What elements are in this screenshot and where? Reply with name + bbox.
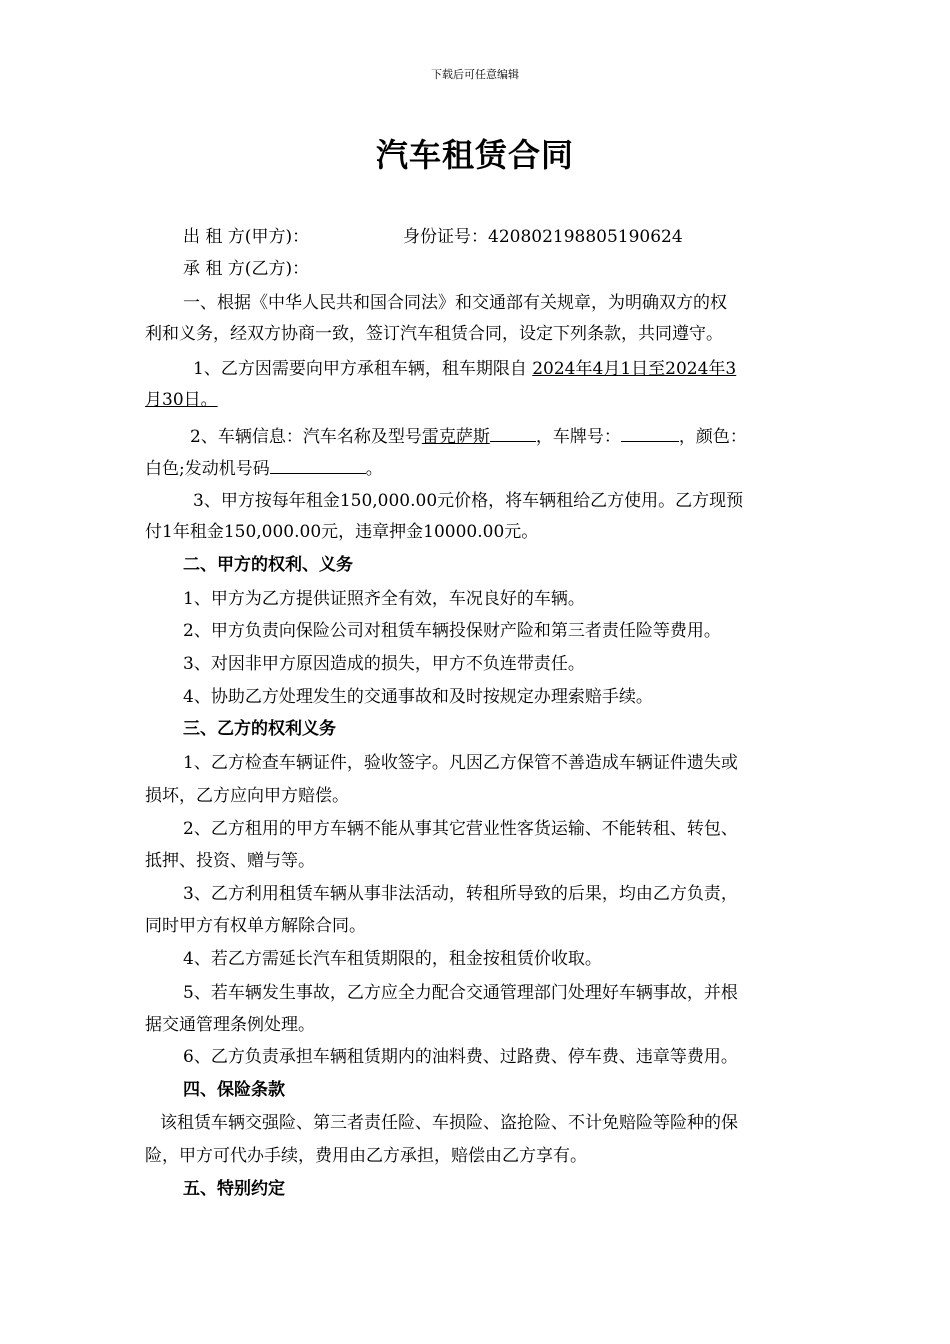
party-a-line <box>183 225 309 249</box>
party-b-label: 承 租 方(乙方)： <box>183 259 310 279</box>
vehicle-model-label: 2、车辆信息：汽车名称及型号 <box>190 427 422 447</box>
clause-2-line-1 <box>190 423 747 449</box>
section-3-item-2b: 抵押、投资、赠与等。 <box>145 851 315 871</box>
section-3-item-1b: 损坏，乙方应向甲方赔偿。 <box>145 786 349 806</box>
party-a-label: 出 租 方(甲方)： <box>183 227 310 247</box>
section-4-title: 四、保险条款 <box>183 1080 285 1100</box>
lease-period: 2024年4月1日至2024年3 <box>532 359 737 379</box>
section-2-item-2: 2、甲方负责向保险公司对租赁车辆投保财产险和第三者责任险等费用。 <box>183 621 721 641</box>
vehicle-model-blank <box>490 423 536 442</box>
section-3-item-5a: 5、若车辆发生事故，乙方应全力配合交通管理部门处理好车辆事故，并根 <box>183 983 738 1003</box>
plate-blank <box>621 423 679 442</box>
section-2-title: 二、甲方的权利、义务 <box>183 555 353 575</box>
lease-period-end: 月30日。 <box>145 390 218 410</box>
engine-number-blank <box>270 455 366 474</box>
vehicle-model-value: 雷克萨斯 <box>421 427 490 447</box>
plate-label: ，车牌号： <box>535 427 621 447</box>
color-label: ，颜色： <box>678 427 747 447</box>
document-title: 汽车租赁合同 <box>375 136 574 174</box>
section-4-text-1: 该租赁车辆交强险、第三者责任险、车损险、盗抢险、不计免赔险等险种的保 <box>160 1113 738 1133</box>
section-3-item-3b: 同时甲方有权单方解除合同。 <box>145 916 366 936</box>
section-3-item-1a: 1、乙方检查车辆证件，验收签字。凡因乙方保管不善造成车辆证件遗失或 <box>183 753 738 773</box>
clause-1-text: 1、乙方因需要向甲方承租车辆，租车期限自 <box>193 359 533 379</box>
clause-1-line-2 <box>145 388 232 412</box>
section-4-text-2: 险，甲方可代办手续，费用由乙方承担，赔偿由乙方享有。 <box>145 1146 587 1166</box>
color-engine-label: 白色;发动机号码 <box>145 459 270 479</box>
clause-3-line-1: 3、甲方按每年租金150,000.00元价格，将车辆租给乙方使用。乙方现预 <box>193 491 744 511</box>
page-header: 下载后可任意编辑 <box>431 68 519 81</box>
intro-line-1: 一、根据《中华人民共和国合同法》和交通部有关规章，为明确双方的权 <box>183 293 727 313</box>
section-2-item-4: 4、协助乙方处理发生的交通事故和及时按规定办理索赔手续。 <box>183 687 653 707</box>
section-2-item-3: 3、对因非甲方原因造成的损失，甲方不负连带责任。 <box>183 654 585 674</box>
intro-line-2: 利和义务，经双方协商一致，签订汽车租赁合同，设定下列条款，共同遵守。 <box>145 324 723 344</box>
id-number: 身份证号：420802198805190624 <box>403 227 683 247</box>
clause-1-line-1 <box>193 357 736 381</box>
section-2-item-1: 1、甲方为乙方提供证照齐全有效，车况良好的车辆。 <box>183 589 585 609</box>
section-3-title: 三、乙方的权利义务 <box>183 719 336 739</box>
section-3-item-5b: 据交通管理条例处理。 <box>145 1015 315 1035</box>
section-3-item-4: 4、若乙方需延长汽车租赁期限的，租金按租赁价收取。 <box>183 949 602 969</box>
section-3-item-3a: 3、乙方利用租赁车辆从事非法活动，转租所导致的后果，均由乙方负责， <box>183 884 738 904</box>
period: 。 <box>365 459 383 479</box>
section-5-title: 五、特别约定 <box>183 1179 285 1199</box>
section-3-item-6: 6、乙方负责承担车辆租赁期内的油料费、过路费、停车费、违章等费用。 <box>183 1047 738 1067</box>
clause-3-line-2: 付1年租金150,000.00元，违章押金10000.00元。 <box>145 522 539 542</box>
section-3-item-2a: 2、乙方租用的甲方车辆不能从事其它营业性客货运输、不能转租、转包、 <box>183 819 738 839</box>
clause-2-line-2 <box>145 455 383 481</box>
